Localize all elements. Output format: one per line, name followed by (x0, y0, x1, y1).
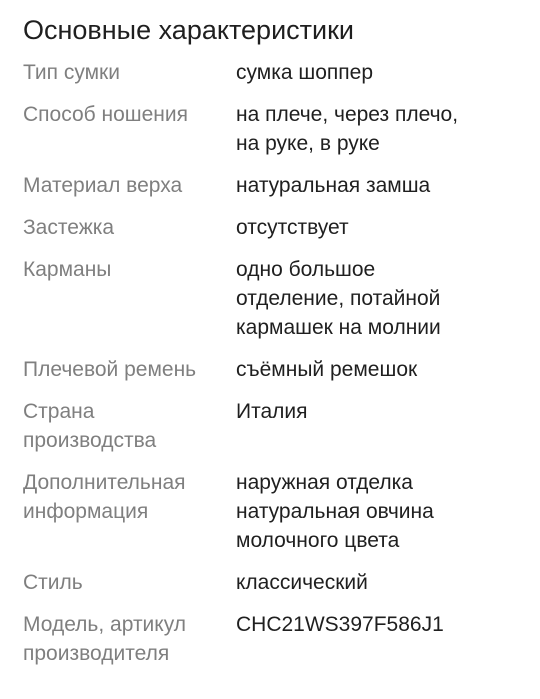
spec-value: съёмный ремешок (236, 358, 418, 381)
spec-row-closure (0, 213, 540, 255)
spec-label: Страна производства (23, 400, 157, 452)
spec-row-outer-material (0, 171, 540, 213)
spec-label: Тип сумки (23, 61, 120, 84)
spec-label: Плечевой ремень (23, 358, 197, 381)
spec-label: Дополнительная информация (23, 471, 186, 523)
spec-value: Италия (236, 400, 308, 423)
spec-value: натуральная замша (236, 174, 431, 197)
spec-row-style (0, 568, 540, 610)
section-title: Основные характеристики (23, 15, 354, 45)
spec-value: классический (236, 571, 368, 594)
specs-list (0, 58, 540, 681)
spec-row-pockets (0, 255, 540, 355)
spec-value: на плече, через плечо, на руке, в руке (236, 103, 459, 155)
spec-label: Модель, артикул производителя (23, 613, 187, 665)
spec-value: CHC21WS397F586J1 (236, 613, 444, 636)
spec-row-model-sku (0, 610, 540, 681)
spec-label: Карманы (23, 258, 112, 281)
spec-value: одно большое отделение, потайной кармашек на молнии (236, 258, 441, 339)
spec-row-additional-info (0, 468, 540, 568)
spec-value: отсутствует (236, 216, 349, 239)
spec-label: Застежка (23, 216, 115, 239)
spec-row-carry-method (0, 100, 540, 171)
spec-value: наружная отделка натуральная овчина молочного цвета (236, 471, 434, 552)
spec-row-shoulder-strap (0, 355, 540, 397)
spec-label: Стиль (23, 571, 83, 594)
spec-row-country (0, 397, 540, 468)
spec-label: Материал верха (23, 174, 183, 197)
spec-row-bag-type (0, 58, 540, 100)
spec-value: сумка шоппер (236, 61, 373, 84)
spec-label: Способ ношения (23, 103, 188, 126)
